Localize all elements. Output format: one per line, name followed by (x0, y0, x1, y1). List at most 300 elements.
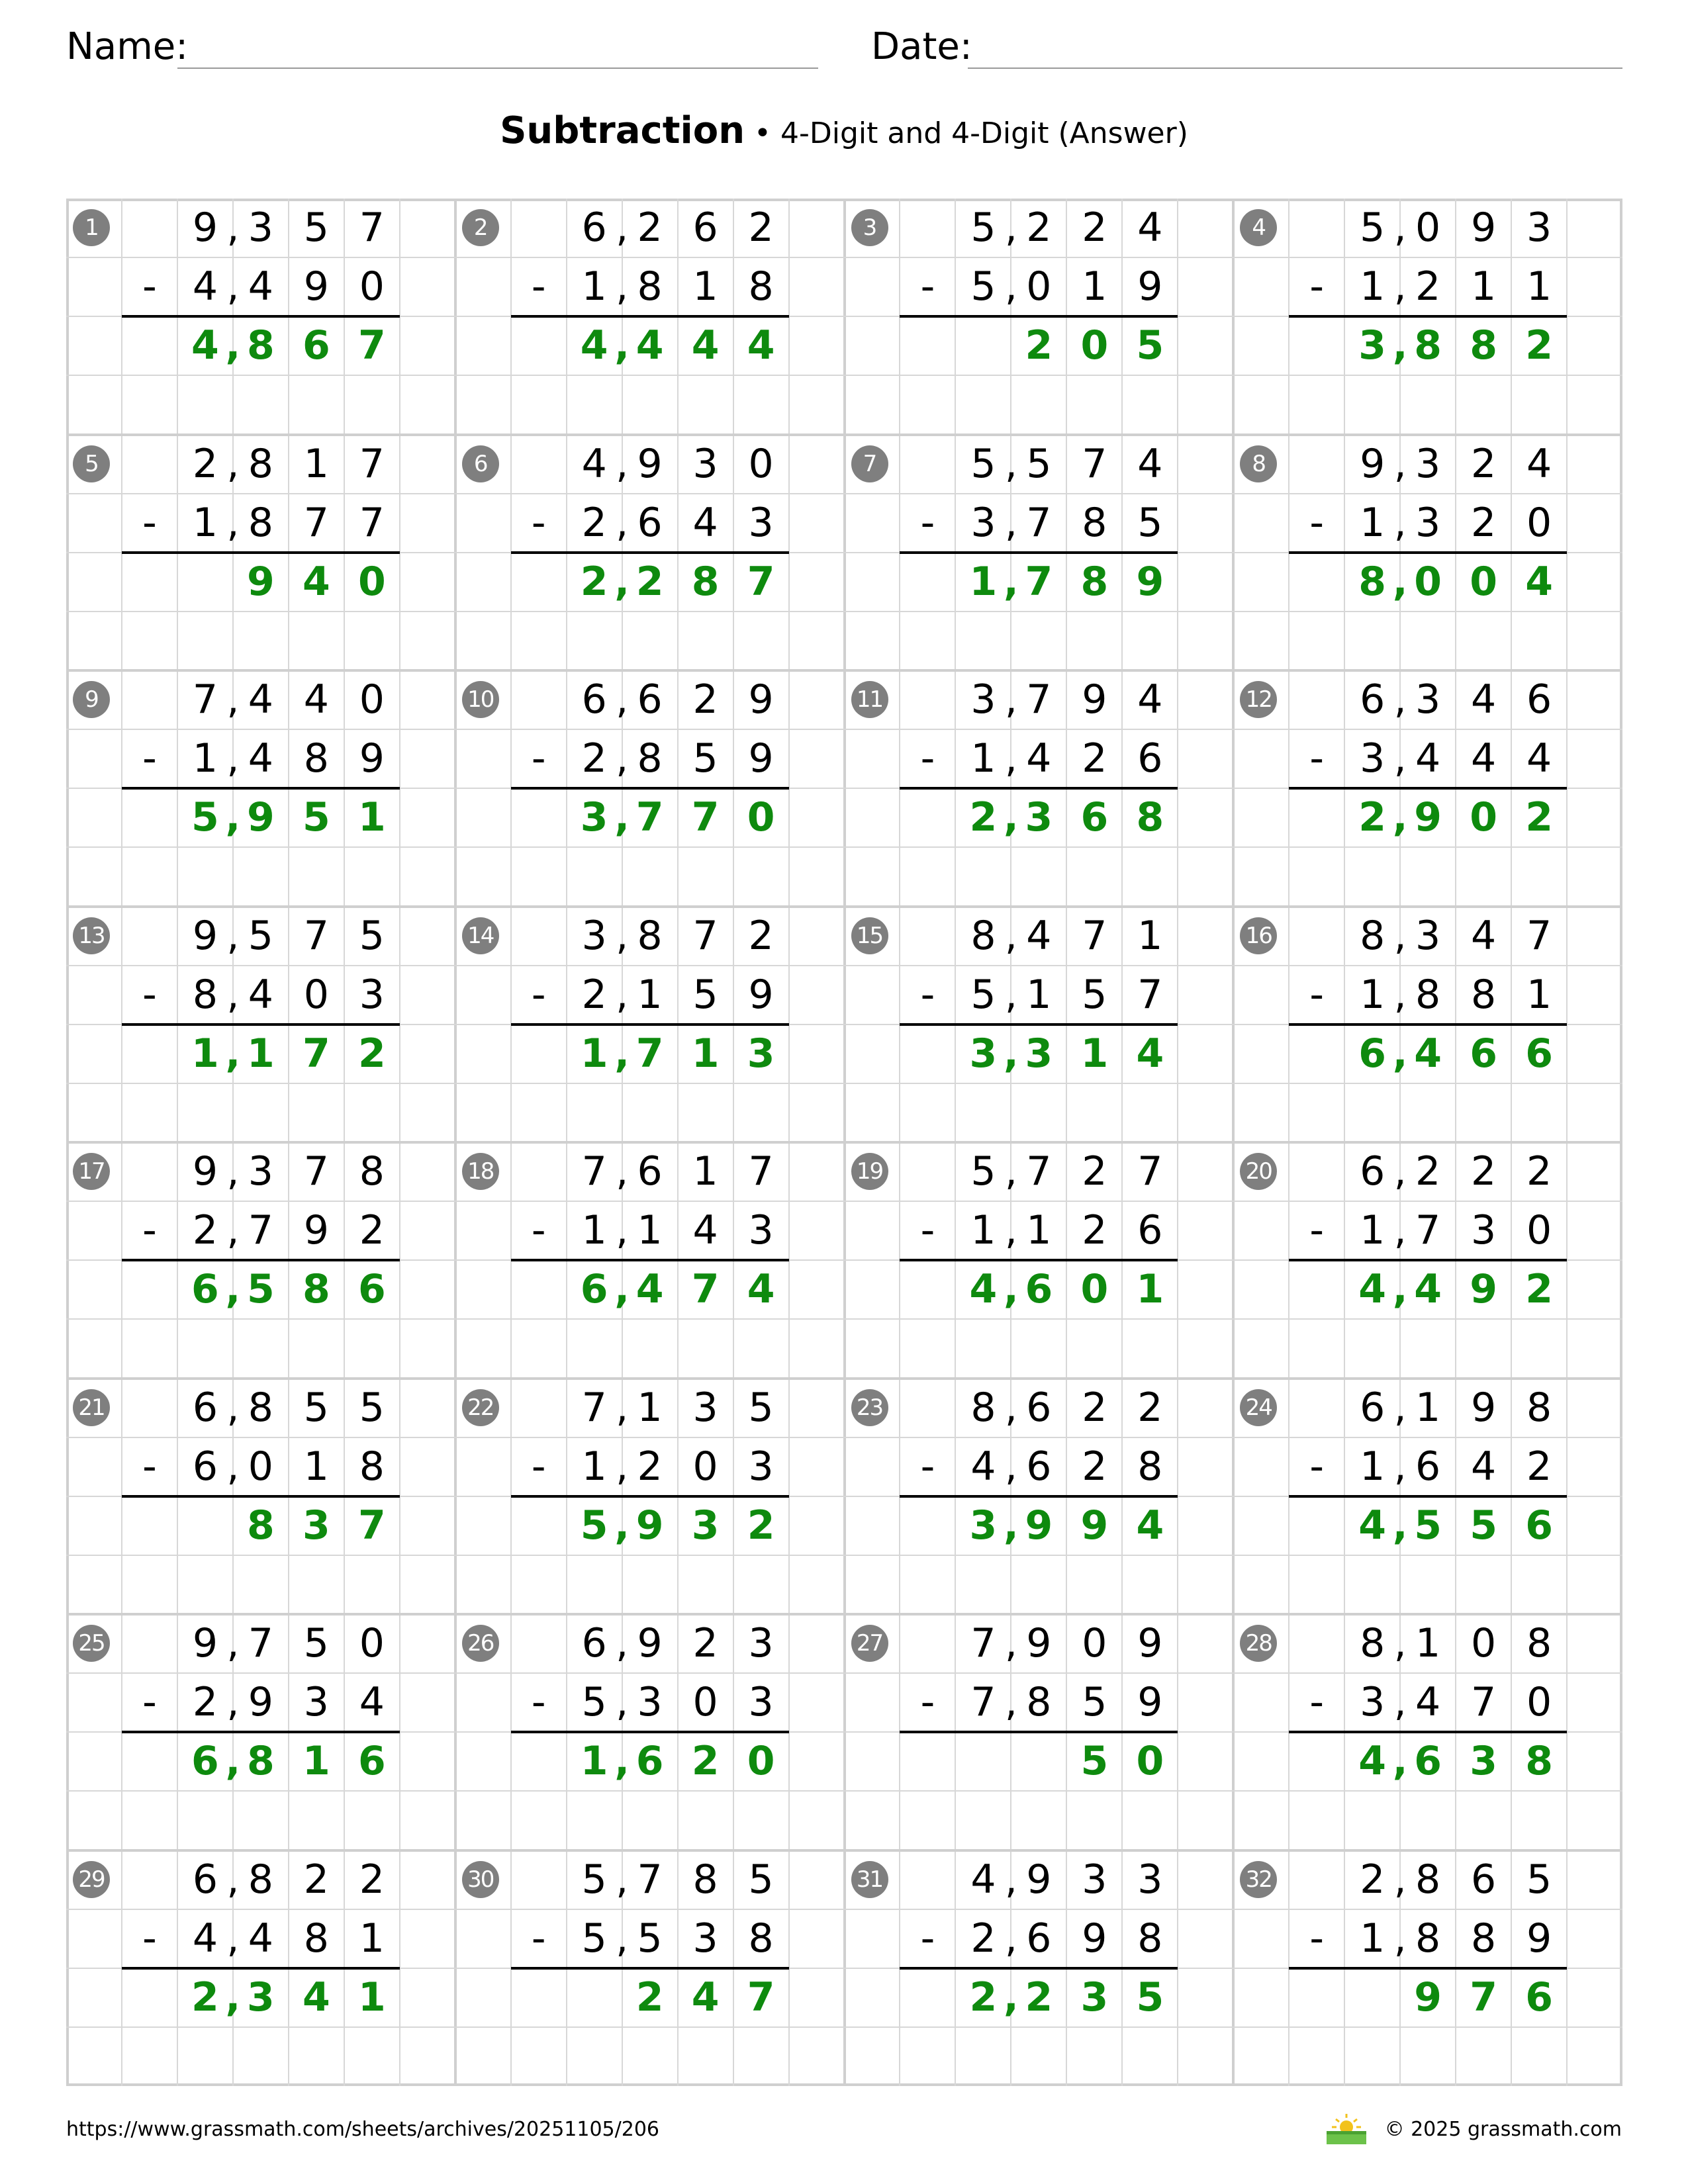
minus-sign: - (142, 1679, 157, 1726)
problem-number-badge: 27 (851, 1625, 888, 1662)
minus-sign: - (1309, 971, 1325, 1018)
minuend-digit: 8 (1526, 1620, 1552, 1666)
subtrahend-digit: 0 (1026, 263, 1052, 310)
minuend-comma: , (616, 1856, 629, 1903)
answer-digit: 3 (691, 1502, 720, 1549)
answer-digit: 0 (747, 1738, 775, 1785)
minuend-comma: , (1004, 1856, 1017, 1903)
answer-digit: 6 (1525, 1502, 1553, 1549)
problem-number-badge: 23 (851, 1389, 888, 1426)
minuend-comma: , (1004, 1384, 1017, 1431)
name-field-line[interactable] (177, 68, 818, 69)
minus-sign: - (142, 263, 157, 310)
subtrahend-comma: , (1004, 1207, 1017, 1254)
problem-number-badge: 17 (73, 1153, 110, 1190)
minuend-comma: , (616, 1148, 629, 1195)
subtrahend-digit: 3 (748, 1443, 774, 1490)
minuend-digit: 0 (748, 440, 774, 487)
answer-comma: , (225, 1266, 241, 1313)
footer-copyright: © 2025 grassmath.com (1384, 2118, 1622, 2141)
subtrahend-digit: 3 (1360, 735, 1385, 782)
minus-sign: - (920, 971, 935, 1018)
minus-sign: - (531, 1915, 546, 1962)
minuend-comma: , (1004, 1148, 1017, 1195)
subtrahend-digit: 1 (637, 971, 663, 1018)
minuend-digit: 2 (1415, 1148, 1441, 1195)
subtrahend-digit: 2 (359, 1207, 385, 1254)
answer-digit: 4 (691, 322, 720, 369)
minuend-digit: 5 (303, 1384, 329, 1431)
answer-digit: 4 (1358, 1738, 1387, 1785)
subtrahend-digit: 3 (1360, 1679, 1385, 1726)
subtrahend-comma: , (616, 735, 629, 782)
minuend-digit: 4 (1471, 912, 1497, 959)
answer-digit: 8 (1470, 322, 1497, 369)
minuend-digit: 4 (970, 1856, 996, 1903)
subtrahend-digit: 1 (1526, 263, 1552, 310)
answer-digit: 6 (357, 1266, 386, 1313)
minuend-digit: 5 (970, 440, 996, 487)
minuend-digit: 8 (1360, 912, 1385, 959)
subtrahend-digit: 6 (637, 499, 663, 546)
minuend-digit: 8 (970, 912, 996, 959)
minuend-digit: 4 (1137, 440, 1163, 487)
answer-digit: 6 (1025, 1266, 1053, 1313)
subtrahend-digit: 9 (1137, 1679, 1163, 1726)
answer-digit: 8 (1414, 322, 1442, 369)
subtrahend-digit: 1 (1360, 499, 1385, 546)
subtrahend-digit: 5 (1082, 971, 1107, 1018)
minuend-comma: , (616, 205, 629, 251)
answer-digit: 3 (969, 1502, 998, 1549)
answer-digit: 6 (302, 322, 330, 369)
problem-number-badge: 20 (1240, 1153, 1277, 1190)
minuend-digit: 7 (1137, 1148, 1163, 1195)
minuend-comma: , (226, 676, 240, 723)
minuend-digit: 1 (1415, 1620, 1441, 1666)
answer-digit: 3 (1470, 1738, 1497, 1785)
subtrahend-digit: 6 (1137, 735, 1163, 782)
subtrahend-digit: 7 (1026, 499, 1052, 546)
answer-digit: 3 (580, 794, 608, 841)
answer-digit: 4 (691, 1974, 720, 2021)
minuend-digit: 6 (1360, 676, 1385, 723)
minuend-comma: , (226, 912, 240, 959)
answer-digit: 0 (1470, 794, 1497, 841)
minuend-digit: 2 (303, 1856, 329, 1903)
answer-digit: 1 (191, 1030, 219, 1077)
subtrahend-comma: , (616, 263, 629, 310)
subtrahend-digit: 9 (359, 735, 385, 782)
minuend-digit: 3 (1526, 205, 1552, 251)
minuend-comma: , (616, 1620, 629, 1666)
minuend-digit: 6 (581, 1620, 607, 1666)
minuend-digit: 6 (1360, 1148, 1385, 1195)
subtrahend-comma: , (226, 499, 240, 546)
minuend-digit: 9 (637, 1620, 663, 1666)
subtrahend-digit: 9 (303, 1207, 329, 1254)
minuend-digit: 9 (1471, 205, 1497, 251)
minuend-digit: 2 (359, 1856, 385, 1903)
answer-digit: 4 (302, 1974, 330, 2021)
subtrahend-comma: , (1393, 735, 1407, 782)
subtrahend-digit: 8 (1415, 971, 1441, 1018)
answer-digit: 8 (1525, 1738, 1553, 1785)
subtrahend-comma: , (226, 1679, 240, 1726)
problem-number-badge: 32 (1240, 1861, 1277, 1898)
date-field-line[interactable] (968, 68, 1622, 69)
answer-digit: 7 (747, 558, 775, 605)
subtrahend-digit: 8 (359, 1443, 385, 1490)
minuend-digit: 7 (1026, 1148, 1052, 1195)
minuend-digit: 7 (748, 1148, 774, 1195)
problem-number-badge: 15 (851, 917, 888, 954)
minus-sign: - (531, 263, 546, 310)
subtrahend-digit: 2 (192, 1207, 218, 1254)
minuend-digit: 7 (1082, 912, 1107, 959)
minuend-digit: 9 (192, 205, 218, 251)
minuend-comma: , (1004, 205, 1017, 251)
answer-digit: 7 (691, 1266, 720, 1313)
minuend-digit: 5 (303, 205, 329, 251)
minuend-digit: 5 (1360, 205, 1385, 251)
subtrahend-comma: , (226, 263, 240, 310)
subtrahend-digit: 9 (248, 1679, 273, 1726)
subtrahend-digit: 1 (692, 263, 718, 310)
subtrahend-digit: 0 (248, 1443, 273, 1490)
answer-digit: 4 (1136, 1030, 1164, 1077)
subtrahend-digit: 8 (1082, 499, 1107, 546)
subtrahend-digit: 1 (637, 1207, 663, 1254)
answer-digit: 2 (969, 1974, 998, 2021)
minuend-digit: 2 (192, 440, 218, 487)
subtrahend-digit: 5 (637, 1915, 663, 1962)
minuend-digit: 2 (1526, 1148, 1552, 1195)
subtrahend-digit: 1 (192, 499, 218, 546)
minuend-digit: 1 (637, 1384, 663, 1431)
problem-number-badge: 18 (462, 1153, 499, 1190)
subtrahend-digit: 4 (1026, 735, 1052, 782)
subtrahend-comma: , (1004, 263, 1017, 310)
subtrahend-digit: 8 (248, 499, 273, 546)
footer-url: https://www.grassmath.com/sheets/archives/20251105/206 (66, 2118, 660, 2141)
subtrahend-digit: 3 (637, 1679, 663, 1726)
answer-digit: 5 (1414, 1502, 1442, 1549)
minus-sign: - (1309, 1207, 1325, 1254)
minuend-digit: 3 (692, 1384, 718, 1431)
minus-sign: - (1309, 1915, 1325, 1962)
answer-digit: 2 (1358, 794, 1387, 841)
minuend-comma: , (1393, 205, 1407, 251)
answer-comma: , (1392, 1266, 1408, 1313)
subtrahend-digit: 2 (970, 1915, 996, 1962)
subtrahend-digit: 9 (748, 971, 774, 1018)
answer-digit: 1 (1136, 1266, 1164, 1313)
subtrahend-digit: 3 (748, 499, 774, 546)
minuend-digit: 6 (692, 205, 718, 251)
answer-digit: 0 (1470, 558, 1497, 605)
answer-digit: 1 (1080, 1030, 1109, 1077)
minus-sign: - (920, 1915, 935, 1962)
minuend-digit: 9 (1026, 1856, 1052, 1903)
minus-sign: - (142, 1443, 157, 1490)
minuend-digit: 8 (1526, 1384, 1552, 1431)
subtrahend-digit: 2 (1082, 1207, 1107, 1254)
minuend-digit: 9 (192, 912, 218, 959)
minus-sign: - (531, 1443, 546, 1490)
problem-number-badge: 9 (73, 681, 110, 718)
subtrahend-digit: 4 (1471, 735, 1497, 782)
answer-digit: 5 (191, 794, 219, 841)
title-subtitle: • 4-Digit and 4-Digit (Answer) (745, 116, 1188, 150)
subtrahend-digit: 6 (1026, 1443, 1052, 1490)
subtrahend-comma: , (226, 1915, 240, 1962)
minuend-comma: , (1393, 1384, 1407, 1431)
minuend-digit: 6 (637, 1148, 663, 1195)
answer-digit: 4 (191, 322, 219, 369)
minuend-digit: 4 (248, 676, 273, 723)
minuend-digit: 3 (692, 440, 718, 487)
minuend-digit: 5 (748, 1856, 774, 1903)
answer-digit: 7 (635, 1030, 664, 1077)
subtrahend-digit: 2 (1082, 735, 1107, 782)
answer-comma: , (225, 1030, 241, 1077)
answer-comma: , (1004, 1266, 1019, 1313)
answer-digit: 6 (1525, 1030, 1553, 1077)
minuend-comma: , (1393, 676, 1407, 723)
minuend-digit: 7 (192, 676, 218, 723)
problem-number-badge: 19 (851, 1153, 888, 1190)
answer-digit: 4 (969, 1266, 998, 1313)
minuend-digit: 3 (748, 1620, 774, 1666)
minuend-digit: 5 (748, 1384, 774, 1431)
subtrahend-digit: 0 (303, 971, 329, 1018)
answer-digit: 2 (357, 1030, 386, 1077)
subtrahend-digit: 4 (1415, 1679, 1441, 1726)
subtrahend-comma: , (1393, 971, 1407, 1018)
answer-comma: , (225, 322, 241, 369)
subtrahend-digit: 1 (303, 1443, 329, 1490)
subtrahend-digit: 6 (1137, 1207, 1163, 1254)
subtrahend-comma: , (1004, 1443, 1017, 1490)
answer-digit: 8 (247, 1502, 275, 1549)
problem-number-badge: 13 (73, 917, 110, 954)
subtrahend-digit: 2 (637, 1443, 663, 1490)
minuend-comma: , (226, 1620, 240, 1666)
answer-digit: 1 (691, 1030, 720, 1077)
answer-digit: 9 (1080, 1502, 1109, 1549)
minuend-digit: 2 (1082, 205, 1107, 251)
answer-comma: , (1004, 1974, 1019, 2021)
answer-comma: , (1004, 1502, 1019, 1549)
answer-digit: 2 (747, 1502, 775, 1549)
minuend-digit: 4 (1137, 676, 1163, 723)
minuend-digit: 3 (248, 1148, 273, 1195)
subtrahend-digit: 9 (303, 263, 329, 310)
minuend-comma: , (1004, 440, 1017, 487)
minuend-digit: 2 (637, 205, 663, 251)
answer-digit: 6 (357, 1738, 386, 1785)
subtrahend-comma: , (226, 971, 240, 1018)
subtrahend-digit: 8 (303, 735, 329, 782)
answer-digit: 5 (580, 1502, 608, 1549)
problem-number-badge: 8 (1240, 445, 1277, 482)
subtrahend-digit: 1 (970, 1207, 996, 1254)
answer-digit: 7 (357, 1502, 386, 1549)
minus-sign: - (1309, 735, 1325, 782)
answer-digit: 0 (1080, 1266, 1109, 1313)
subtrahend-digit: 5 (1137, 499, 1163, 546)
minuend-comma: , (1393, 1856, 1407, 1903)
problem-number-badge: 24 (1240, 1389, 1277, 1426)
subtrahend-digit: 0 (692, 1679, 718, 1726)
minuend-digit: 6 (581, 205, 607, 251)
minuend-digit: 8 (248, 440, 273, 487)
minuend-digit: 3 (1415, 676, 1441, 723)
answer-digit: 5 (1080, 1738, 1109, 1785)
subtrahend-digit: 2 (1415, 263, 1441, 310)
problem-number-badge: 26 (462, 1625, 499, 1662)
answer-comma: , (1004, 558, 1019, 605)
subtrahend-digit: 1 (359, 1915, 385, 1962)
minuend-digit: 4 (1137, 205, 1163, 251)
answer-digit: 7 (635, 794, 664, 841)
answer-digit: 0 (1414, 558, 1442, 605)
subtrahend-digit: 2 (581, 499, 607, 546)
subtrahend-digit: 1 (1526, 971, 1552, 1018)
subtrahend-comma: , (616, 971, 629, 1018)
minuend-digit: 9 (1137, 1620, 1163, 1666)
answer-digit: 8 (1080, 558, 1109, 605)
minuend-digit: 6 (581, 676, 607, 723)
subtrahend-digit: 4 (248, 1915, 273, 1962)
subtrahend-digit: 3 (359, 971, 385, 1018)
problem-number-badge: 2 (462, 209, 499, 246)
answer-digit: 4 (635, 1266, 664, 1313)
minuend-digit: 2 (1082, 1384, 1107, 1431)
minuend-digit: 5 (248, 912, 273, 959)
answer-digit: 6 (1080, 794, 1109, 841)
minuend-digit: 4 (303, 676, 329, 723)
subtrahend-digit: 3 (303, 1679, 329, 1726)
minuend-digit: 5 (970, 1148, 996, 1195)
minus-sign: - (1309, 1679, 1325, 1726)
answer-comma: , (1004, 1030, 1019, 1077)
subtrahend-comma: , (616, 1915, 629, 1962)
answer-digit: 5 (1136, 1974, 1164, 2021)
minuend-digit: 7 (970, 1620, 996, 1666)
subtrahend-digit: 2 (192, 1679, 218, 1726)
answer-digit: 0 (1080, 322, 1109, 369)
subtrahend-digit: 2 (1471, 499, 1497, 546)
minuend-comma: , (1004, 912, 1017, 959)
subtrahend-digit: 5 (692, 971, 718, 1018)
subtrahend-comma: , (616, 1679, 629, 1726)
subtrahend-digit: 8 (637, 735, 663, 782)
minus-sign: - (142, 1207, 157, 1254)
answer-comma: , (1004, 794, 1019, 841)
minuend-comma: , (226, 1856, 240, 1903)
answer-digit: 4 (747, 1266, 775, 1313)
problem-number-badge: 3 (851, 209, 888, 246)
subtrahend-digit: 8 (748, 1915, 774, 1962)
subtrahend-digit: 9 (1526, 1915, 1552, 1962)
answer-digit: 7 (747, 1974, 775, 2021)
sun-over-grass-icon (1323, 2111, 1370, 2146)
answer-digit: 3 (302, 1502, 330, 1549)
subtrahend-comma: , (226, 1207, 240, 1254)
subtrahend-comma: , (1393, 1443, 1407, 1490)
minuend-digit: 6 (1026, 1384, 1052, 1431)
answer-digit: 1 (357, 794, 386, 841)
subtrahend-digit: 9 (1137, 263, 1163, 310)
minuend-digit: 2 (1026, 205, 1052, 251)
answer-comma: , (225, 1974, 241, 2021)
minuend-comma: , (1393, 912, 1407, 959)
problem-number-badge: 30 (462, 1861, 499, 1898)
minuend-digit: 9 (1471, 1384, 1497, 1431)
problem-number-badge: 21 (73, 1389, 110, 1426)
minuend-digit: 7 (692, 912, 718, 959)
answer-comma: , (614, 1266, 630, 1313)
minus-sign: - (531, 499, 546, 546)
subtrahend-digit: 0 (692, 1443, 718, 1490)
answer-digit: 0 (1136, 1738, 1164, 1785)
subtrahend-comma: , (226, 1443, 240, 1490)
minuend-digit: 3 (970, 676, 996, 723)
minuend-digit: 2 (1471, 1148, 1497, 1195)
subtrahend-comma: , (1393, 1679, 1407, 1726)
answer-digit: 2 (191, 1974, 219, 2021)
minuend-digit: 2 (1360, 1856, 1385, 1903)
problem-number-badge: 22 (462, 1389, 499, 1426)
minus-sign: - (920, 735, 935, 782)
subtrahend-digit: 6 (1026, 1915, 1052, 1962)
subtrahend-digit: 8 (748, 263, 774, 310)
minuend-comma: , (616, 912, 629, 959)
minuend-digit: 2 (692, 1620, 718, 1666)
answer-digit: 8 (1136, 794, 1164, 841)
problem-number-badge: 1 (73, 209, 110, 246)
minuend-digit: 8 (359, 1148, 385, 1195)
minuend-comma: , (226, 440, 240, 487)
subtrahend-comma: , (1393, 499, 1407, 546)
subtrahend-digit: 1 (1360, 1207, 1385, 1254)
subtrahend-digit: 5 (581, 1915, 607, 1962)
subtrahend-digit: 4 (192, 1915, 218, 1962)
minuend-comma: , (1004, 1620, 1017, 1666)
answer-digit: 9 (247, 558, 275, 605)
answer-digit: 4 (1136, 1502, 1164, 1549)
subtrahend-digit: 1 (1471, 263, 1497, 310)
subtrahend-digit: 7 (970, 1679, 996, 1726)
minuend-digit: 2 (748, 205, 774, 251)
answer-comma: , (1392, 794, 1408, 841)
subtrahend-digit: 4 (970, 1443, 996, 1490)
minuend-digit: 0 (359, 676, 385, 723)
answer-digit: 3 (747, 1030, 775, 1077)
minuend-digit: 7 (637, 1856, 663, 1903)
answer-comma: , (225, 1738, 241, 1785)
problem-number-badge: 16 (1240, 917, 1277, 954)
subtrahend-digit: 4 (1526, 735, 1552, 782)
subtrahend-digit: 3 (1471, 1207, 1497, 1254)
subtrahend-digit: 3 (1415, 499, 1441, 546)
subtrahend-digit: 3 (970, 499, 996, 546)
minuend-digit: 0 (359, 1620, 385, 1666)
answer-digit: 7 (302, 1030, 330, 1077)
minuend-digit: 9 (637, 440, 663, 487)
